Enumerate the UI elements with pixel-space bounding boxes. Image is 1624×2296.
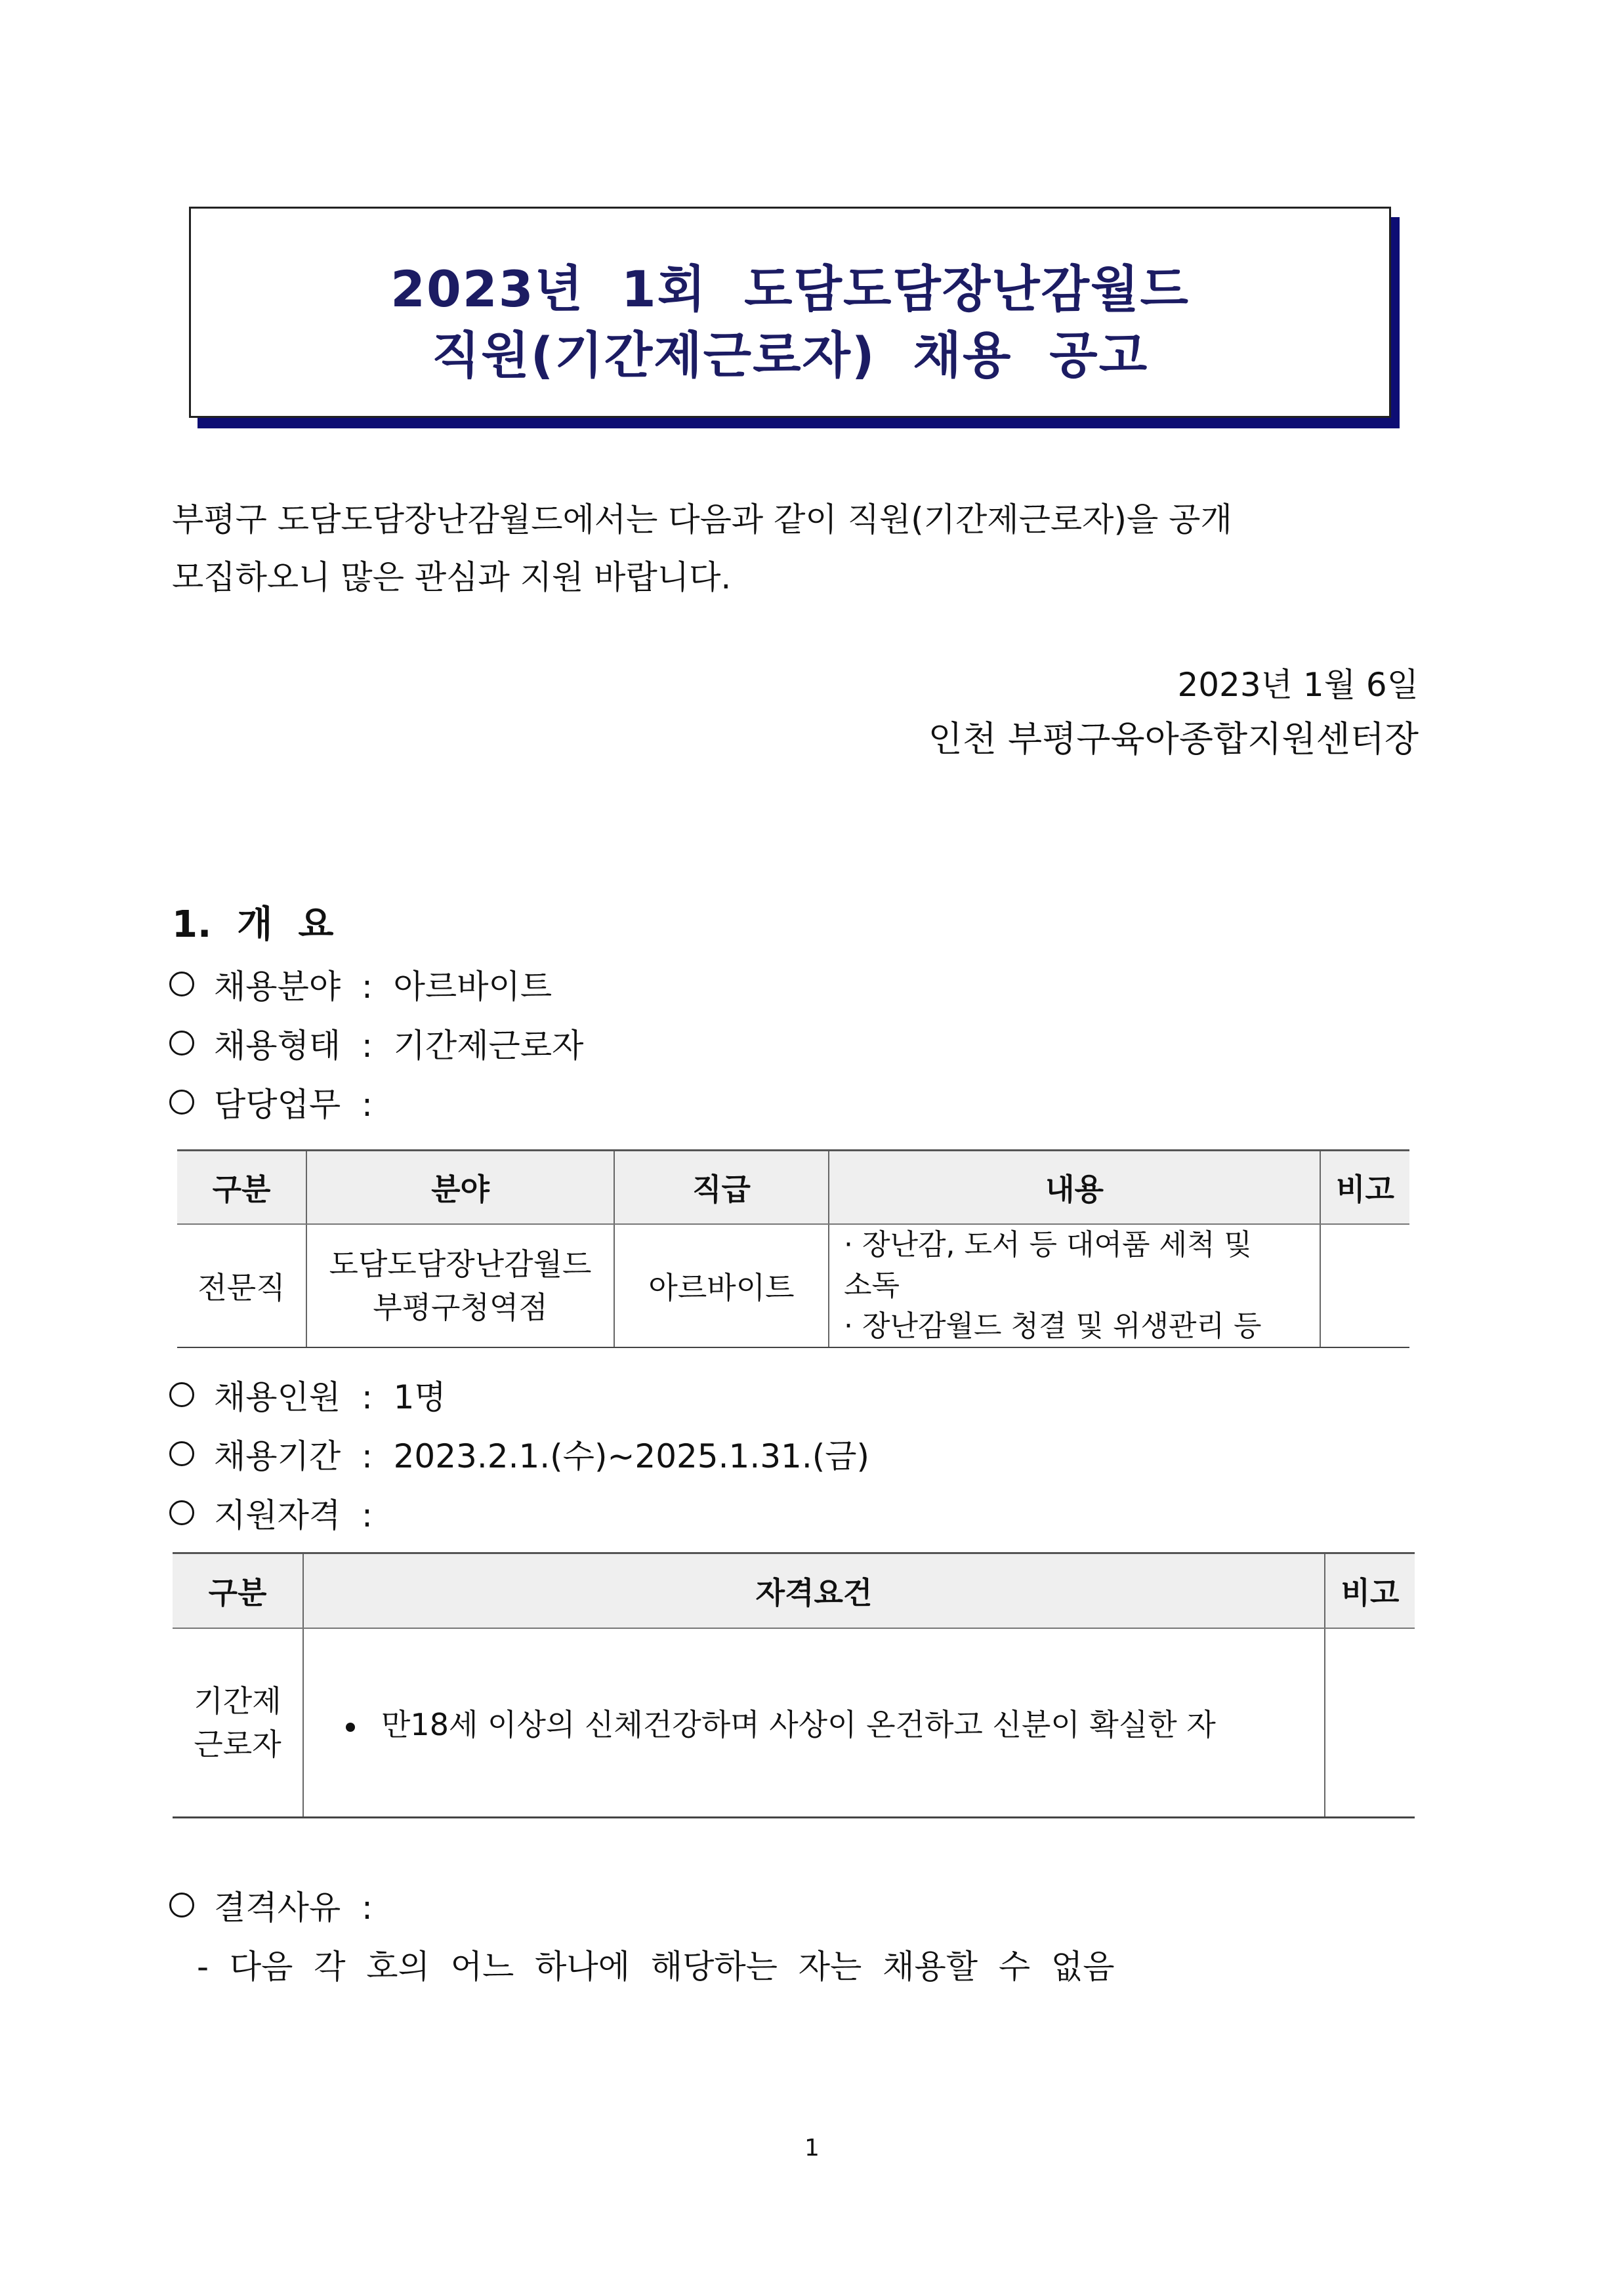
- item-duty: [169, 1078, 373, 1126]
- qualification-table-header-row: [173, 1553, 1415, 1629]
- intro-line-2: 모집하오니 많은 관심과 지원 바랍니다.: [172, 558, 732, 596]
- page-number: 1: [804, 2135, 820, 2162]
- circle-bullet-icon: [169, 972, 194, 996]
- duty-cell-content: [829, 1224, 1320, 1347]
- duty-cell-field: [306, 1224, 614, 1347]
- duty-header-note: 비고: [1320, 1151, 1409, 1225]
- intro-line-1: 부평구 도담도담장난감월드에서는 다음과 같이 직원(기간제근로자)을 공개: [172, 501, 1232, 539]
- qual-header-category: 구분: [173, 1553, 303, 1629]
- duty-table: [177, 1149, 1409, 1348]
- item-recruit-field-text: 채용분야 : 아르바이트: [214, 968, 552, 1006]
- duty-cell-content-line-2: 소독: [844, 1269, 900, 1302]
- duty-cell-category: 전문직: [177, 1224, 306, 1347]
- qual-cell-note: [1325, 1628, 1415, 1818]
- duty-cell-note: [1320, 1224, 1409, 1347]
- item-qualification-text: 지원자격 :: [214, 1496, 373, 1534]
- duty-cell-content-line-1: · 장난감, 도서 등 대여품 세척 및: [844, 1228, 1252, 1261]
- qual-header-requirement: 자격요건: [303, 1553, 1325, 1629]
- item-qualification: [169, 1489, 373, 1536]
- item-recruit-type-text: 채용형태 : 기간제근로자: [214, 1027, 584, 1065]
- title-line-1: 2023년 1회 도담도담장난감월드: [390, 260, 1190, 318]
- qual-cell-category: [173, 1628, 303, 1818]
- circle-bullet-icon: [169, 1500, 194, 1525]
- section-title-overview: 1. 개 요: [172, 903, 334, 946]
- qual-cell-category-line-1: 기간제: [194, 1683, 281, 1719]
- title-box: [189, 207, 1391, 418]
- duty-header-grade: 직급: [614, 1151, 829, 1225]
- circle-bullet-icon: [169, 1031, 194, 1056]
- circle-bullet-icon: [169, 1090, 194, 1115]
- qual-cell-requirement: [303, 1628, 1325, 1818]
- item-disqualification: [169, 1881, 373, 1929]
- item-duty-text: 담당업무 :: [214, 1086, 373, 1124]
- circle-bullet-icon: [169, 1441, 194, 1466]
- duty-cell-content-line-3: · 장난감월드 청결 및 위생관리 등: [844, 1309, 1262, 1343]
- qual-cell-requirement-text: 만18세 이상의 신체건강하며 사상이 온건하고 신분이 확실한 자: [381, 1707, 1216, 1742]
- duty-cell-grade: 아르바이트: [614, 1224, 829, 1347]
- duty-header-category: 구분: [177, 1151, 306, 1225]
- table-row: [177, 1224, 1409, 1347]
- issuer-name: 인천 부평구육아종합지원센터장: [928, 718, 1419, 760]
- duty-cell-field-line-1: 도담도담장난감월드: [329, 1246, 592, 1282]
- item-headcount-text: 채용인원 : 1명: [214, 1378, 446, 1416]
- dot-bullet-icon: [346, 1723, 355, 1732]
- item-recruit-type: [169, 1019, 583, 1067]
- announcement-date: 2023년 1월 6일: [1177, 666, 1419, 704]
- qual-cell-category-line-2: 근로자: [194, 1727, 281, 1762]
- duty-table-header-row: [177, 1151, 1409, 1225]
- disqualification-note: - 다음 각 호의 어느 하나에 해당하는 자는 채용할 수 없음: [197, 1948, 1115, 1986]
- circle-bullet-icon: [169, 1893, 194, 1917]
- qual-header-note: 비고: [1325, 1553, 1415, 1629]
- item-disqualification-text: 결격사유 :: [214, 1889, 373, 1927]
- item-period-text: 채용기간 : 2023.2.1.(수)~2025.1.31.(금): [214, 1437, 870, 1475]
- duty-header-field: 분야: [306, 1151, 614, 1225]
- item-period: [169, 1430, 869, 1477]
- duty-cell-field-line-2: 부평구청역점: [373, 1290, 548, 1325]
- qualification-table: [173, 1552, 1415, 1818]
- item-recruit-field: [169, 960, 552, 1008]
- item-headcount: [169, 1371, 446, 1418]
- circle-bullet-icon: [169, 1382, 194, 1407]
- title-line-2: 직원(기간제근로자) 채용 공고: [431, 326, 1149, 384]
- table-row: [173, 1628, 1415, 1818]
- duty-header-content: 내용: [829, 1151, 1320, 1225]
